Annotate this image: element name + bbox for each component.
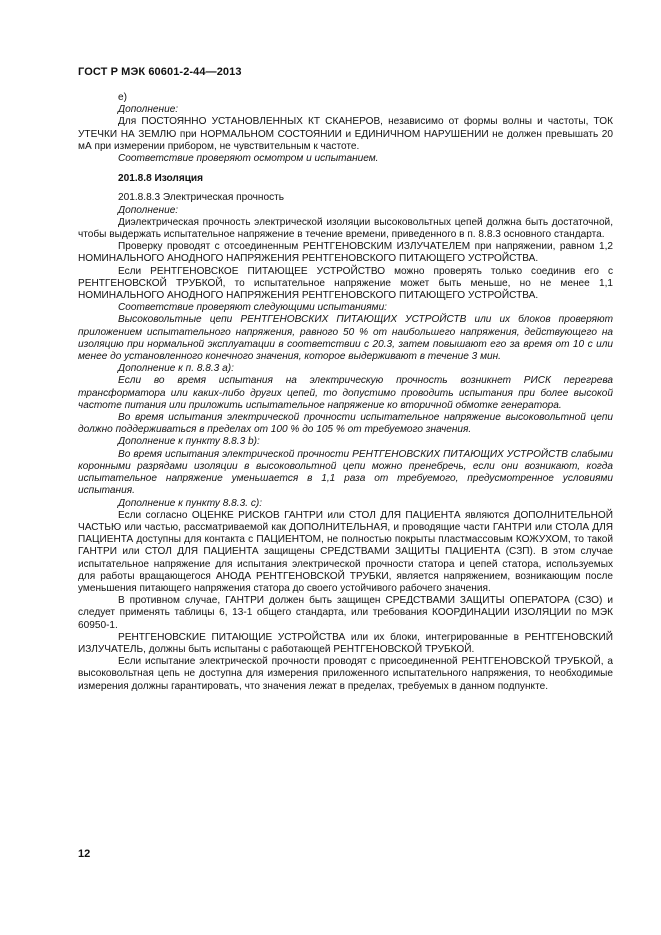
body-paragraph: В противном случае, ГАНТРИ должен быть защищен СРЕДСТВАМИ ЗАЩИТЫ ОПЕРАТОРА (СЗО) и следует применять таблицы 6, 13-1 общего стандарта, или требования КООРДИНАЦИИ ИЗОЛЯЦИИ по МЭК 60950-1. (78, 595, 613, 631)
body-paragraph: РЕНТГЕНОВСКИЕ ПИТАЮЩИЕ УСТРОЙСТВА или их блоки, интегрированные в РЕНТГЕНОВСКИЙ ИЗЛУЧАТЕЛЬ, должны быть испытаны с работающей РЕНТГЕНОВСКОЙ ТРУБКОЙ. (78, 631, 613, 655)
body-paragraph: Для ПОСТОЯННО УСТАНОВЛЕННЫХ КТ СКАНЕРОВ, независимо от формы волны и частоты, ТОК УТЕЧКИ НА ЗЕМЛЮ при НОРМАЛЬНОМ СОСТОЯНИИ и ЕДИНИЧНОМ НАРУШЕНИИ не должен превышать 20 мА при измерении прибором, не чувствительным к частоте. (78, 116, 613, 152)
test-paragraph: Если во время испытания на электрическую прочность возникнет РИСК перегрева трансформатора или каких-либо других цепей, то допустимо проводить испытания при более высокой частоте питания или приложить испытательное напряжение ко вторичной обмотке генератора. (78, 375, 613, 411)
addition-label: Дополнение: (118, 104, 179, 116)
body-paragraph: Если РЕНТГЕНОВСКОЕ ПИТАЮЩЕЕ УСТРОЙСТВО можно проверять только соединив его с РЕНТГЕНОВСКОЙ ТРУБКОЙ, то испытательное напряжение может быть меньше, но не менее 1,1 НОМИНАЛЬНОГО АНОДНОГО НАПРЯЖЕНИЯ РЕНТГЕНОВСКОГО ПИТАЮЩЕГО УСТРОЙСТВА. (78, 265, 613, 302)
addition-label: Дополнение к пункту 8.8.3 b): (118, 436, 260, 448)
test-paragraph: Во время испытания электрической прочности РЕНТГЕНОВСКИХ ПИТАЮЩИХ УСТРОЙСТВ слабыми коронными разрядами изоляции в высоковольтной цепи можно пренебречь, если они возникают, когда испытательное напряжение уменьшается в 1,1 раза от требуемого, предусмотренное условиями испытания. (78, 448, 613, 497)
body-paragraph: Диэлектрическая прочность электрической изоляции высоковольтных цепей должна быть достаточной, чтобы выдержать испытательное напряжение в течение времени, приведенного в п. 8.8.3 основного стандарта. (78, 216, 613, 241)
addition-label: Дополнение: (118, 204, 179, 216)
addition-label: Дополнение к п. 8.8.3 а): (118, 363, 234, 375)
subsection-heading: 201.8.8.3 Электрическая прочность (118, 192, 285, 204)
compliance-note: Соответствие проверяют следующими испытаниями: (118, 302, 387, 314)
document-body (78, 92, 613, 693)
body-paragraph: Если испытание электрической прочности проводят с присоединенной РЕНТГЕНОВСКОЙ ТРУБКОЙ, а высоковольтная цепь не доступна для измерения приложенного испытательного напряжения, то необходимые измерения должны гарантировать, что значения лежат в пределах, требуемых в данном подпункте. (78, 656, 613, 692)
addition-label: Дополнение к пункту 8.8.3. с): (118, 497, 263, 509)
test-paragraph: Во время испытания электрической прочности испытательное напряжение высоковольтной цепи должно поддерживаться в пределах от 100 % до 105 % от требуемого значения. (78, 412, 613, 436)
list-item-label: е) (118, 92, 127, 103)
body-paragraph: Если согласно ОЦЕНКЕ РИСКОВ ГАНТРИ или СТОЛ ДЛЯ ПАЦИЕНТА являются ДОПОЛНИТЕЛЬНОЙ ЧАСТЬЮ или частью, рассматриваемой как ДОПОЛНИТЕЛЬНАЯ, и проводящие части ГАНТРИ или СТОЛА ДЛЯ ПАЦИЕНТА доступны для контакта с ПАЦИЕНТОМ, не полностью покрыты пластмассовым КОЖУХОМ, то такой ГАНТРИ или СТОЛ ДЛЯ ПАЦИЕНТА защищены СРЕДСТВАМИ ЗАЩИТЫ ПАЦИЕНТА (СЗП). В этом случае испытательное напряжение для испытания электрической прочности статора и цепей статора, используемых для работы вращающегося АНОДА РЕНТГЕНОВСКОЙ ТРУБКИ, является напряжением, возникающим после уменьшения питающего напряжения статора до своего устойчивого рабочего значения. (78, 509, 613, 594)
compliance-note: Соответствие проверяют осмотром и испытанием. (118, 153, 379, 165)
page-number: 12 (78, 848, 91, 860)
body-paragraph: Проверку проводят с отсоединенным РЕНТГЕНОВСКИМ ИЗЛУЧАТЕЛЕМ при напряжении, равном 1,2 НОМИНАЛЬНОГО АНОДНОГО НАПРЯЖЕНИЯ РЕНТГЕНОВСКОГО ПИТАЮЩЕГО УСТРОЙСТВА. (78, 241, 613, 265)
document-header: ГОСТ Р МЭК 60601-2-44—2013 (78, 66, 242, 78)
section-heading: 201.8.8 Изоляция (118, 173, 204, 185)
test-paragraph: Высоковольтные цепи РЕНТГЕНОВСКИХ ПИТАЮЩИХ УСТРОЙСТВ или их блоков проверяют приложением испытательного напряжения, равного 50 % от наибольшего напряжения, действующего на изоляцию при нормальной эксплуатации в соответствии с 20.3, затем повышают его за время от 10 с или менее до установленного конечного значения, которое выдерживают в течение 3 мин. (78, 314, 613, 363)
